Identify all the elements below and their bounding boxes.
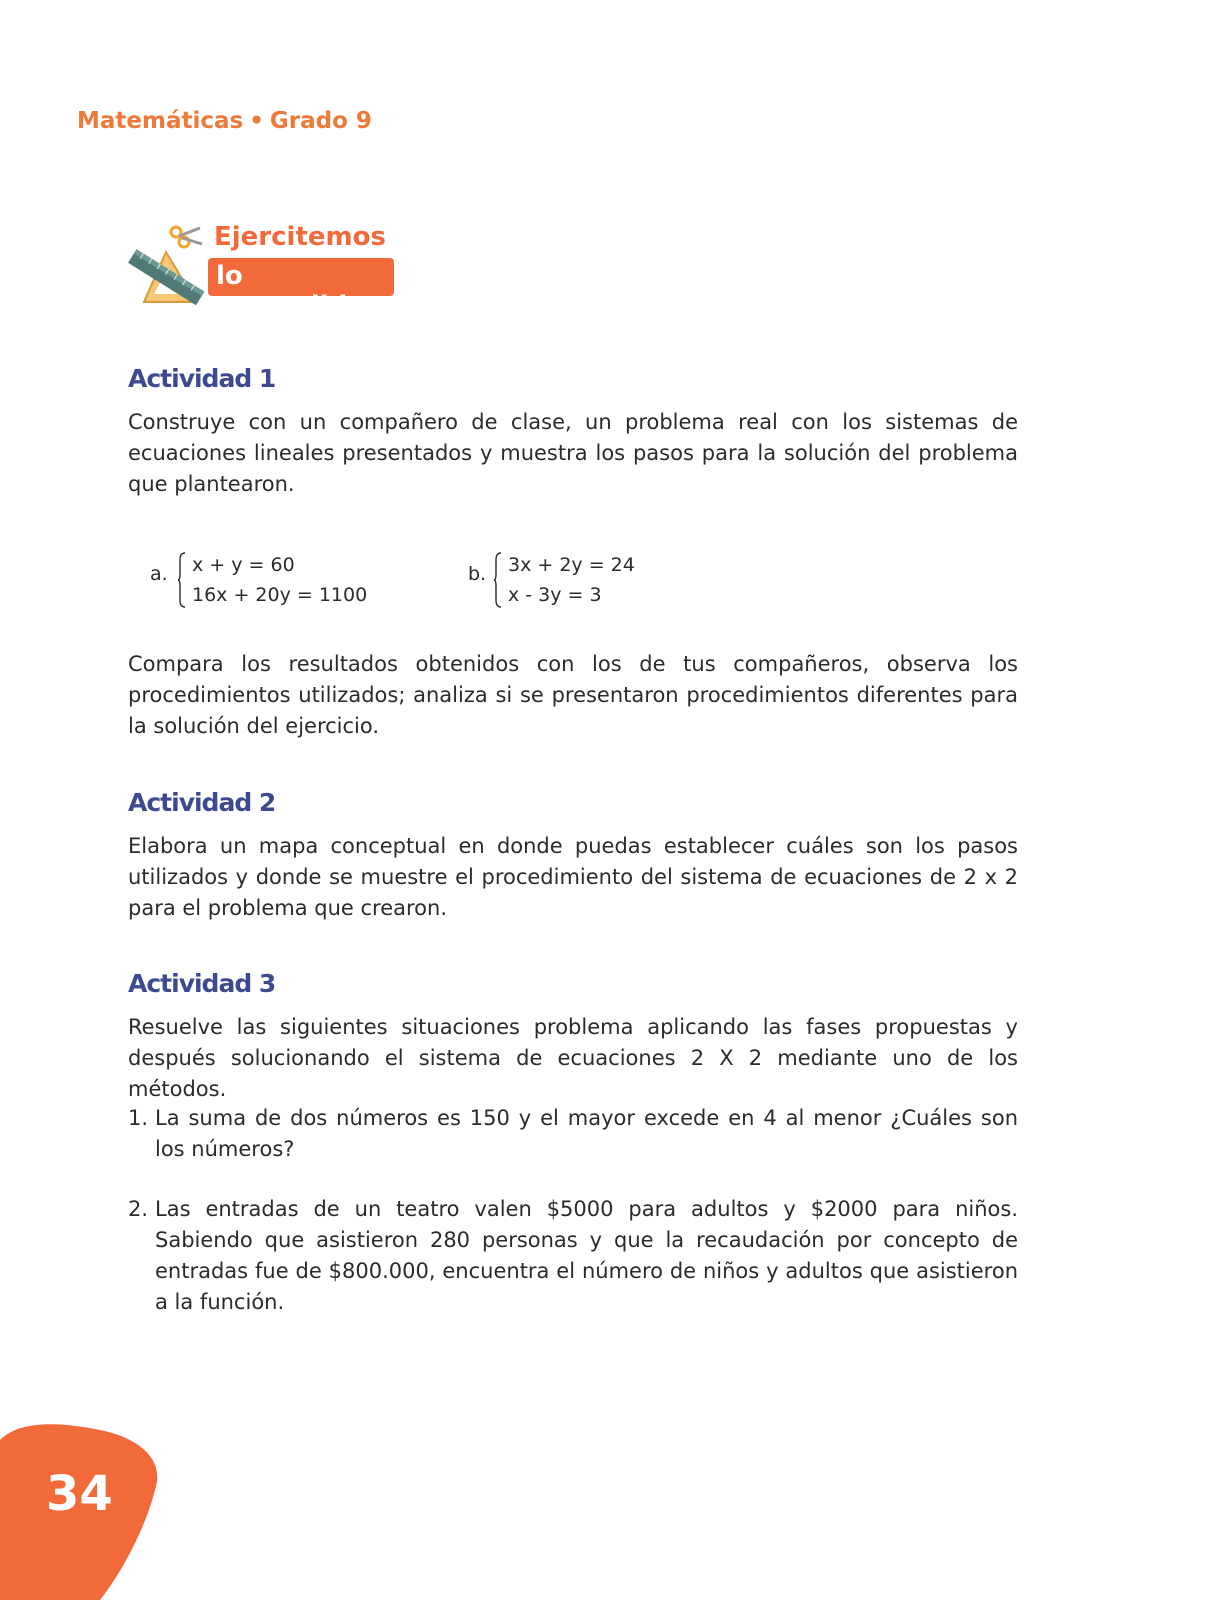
section-banner — [124, 222, 424, 321]
system-a — [150, 550, 390, 612]
system-a-label: a. — [150, 563, 168, 585]
list-item — [128, 1103, 1018, 1167]
activity-3-intro: Resuelve las siguientes situaciones problema aplicando las fases propuestas y después solucionando el sistema de ecuaciones 2 X 2 mediante uno de los métodos. — [128, 1015, 1018, 1101]
system-b-eq1: 3x + 2y = 24 — [508, 554, 635, 576]
banner-title: Ejercitemos — [214, 222, 386, 252]
subject-label: Matemáticas — [77, 108, 244, 134]
activity-2-text: Elabora un mapa conceptual en donde puedas establecer cuáles son los pasos utilizados y donde se muestre el procedimiento del sistema de ecuaciones de 2 x 2 para el problema que crearon. — [128, 834, 1018, 920]
banner-subtitle-box — [208, 258, 394, 321]
system-b — [468, 550, 688, 612]
list-item-number: 1. — [128, 1106, 149, 1130]
header-separator: • — [249, 108, 264, 134]
grade-label: Grado 9 — [269, 108, 372, 134]
list-item-number: 2. — [128, 1197, 149, 1221]
brace-icon — [494, 552, 502, 608]
activity-1-outro: Compara los resultados obtenidos con los de tus compañeros, observa los procedimientos utilizados; analiza si se presentaron procedimientos diferentes para la solución del ejercicio. — [128, 652, 1018, 738]
system-b-label: b. — [468, 563, 487, 585]
system-a-eq2: 16x + 20y = 1100 — [192, 584, 368, 606]
activity-2-title: Actividad 2 — [128, 788, 276, 817]
system-b-eq2: x - 3y = 3 — [508, 584, 602, 606]
banner-subtitle: lo aprendido — [216, 261, 366, 321]
list-item — [128, 1194, 1018, 1314]
page-number: 34 — [46, 1466, 113, 1522]
brace-icon — [178, 552, 186, 608]
list-item-text: La suma de dos números es 150 y el mayor excede en 4 al menor ¿Cuáles son los números? — [155, 1106, 1018, 1161]
activity-1-title: Actividad 1 — [128, 364, 276, 393]
running-header — [77, 108, 372, 134]
list-item-text: Las entradas de un teatro valen $5000 para adultos y $2000 para niños. Sabiendo que asistieron 280 personas y que la recaudación por concepto de entradas fue de $800.000, encuentra el número de niños y adultos que asistieron a la función. — [155, 1197, 1018, 1314]
activity-3-title: Actividad 3 — [128, 969, 276, 998]
system-a-eq1: x + y = 60 — [192, 554, 295, 576]
activity-1-intro: Construye con un compañero de clase, un problema real con los sistemas de ecuaciones lineales presentados y muestra los pasos para la solución del problema que plantearon. — [128, 410, 1018, 496]
